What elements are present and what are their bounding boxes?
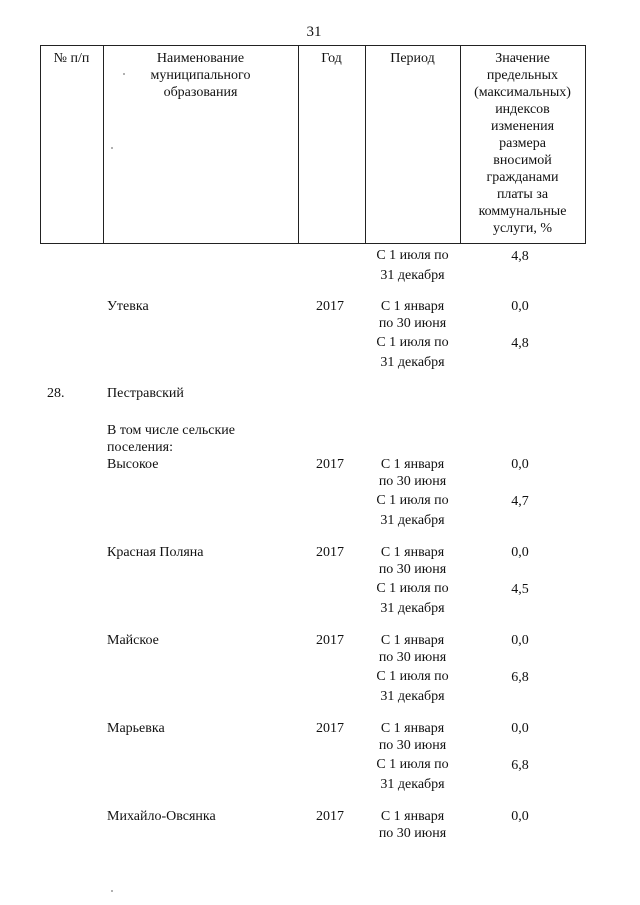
period-first-half: С 1 января по 30 июня xyxy=(378,721,447,753)
value-first-half: 0,0 xyxy=(511,545,529,560)
settlement-year: 2017 xyxy=(316,545,344,560)
value-first-half: 0,0 xyxy=(511,721,529,736)
value-first-half: 0,0 xyxy=(511,809,529,824)
settlement-name: Высокое xyxy=(107,457,159,472)
period-first-half: С 1 января по 30 июня xyxy=(378,299,447,331)
period-first-half: С 1 января по 30 июня xyxy=(378,545,447,577)
value-first-half: 0,0 xyxy=(511,457,529,472)
value-second-half: 4,8 xyxy=(511,336,529,351)
continued-period: С 1 июля по 31 декабря xyxy=(376,248,449,283)
settlement-year: 2017 xyxy=(316,721,344,736)
header-number: № п/п xyxy=(53,51,90,66)
settlement-year: 2017 xyxy=(316,299,344,314)
value-second-half: 4,5 xyxy=(511,582,529,597)
header-year: Год xyxy=(321,51,342,66)
period-second-half: С 1 июля по 31 декабря xyxy=(376,757,449,792)
period-first-half: С 1 января по 30 июня xyxy=(378,457,447,489)
header-period: Период xyxy=(390,51,435,66)
settlement-name: Майское xyxy=(107,633,159,648)
district-name: Пестравский xyxy=(107,386,184,401)
header-name: Наименование муниципального образования xyxy=(150,51,251,100)
settlement-year: 2017 xyxy=(316,809,344,824)
continued-value: 4,8 xyxy=(511,249,529,264)
period-second-half: С 1 июля по 31 декабря xyxy=(376,493,449,528)
period-second-half: С 1 июля по 31 декабря xyxy=(376,669,449,704)
page-number: 31 xyxy=(306,24,322,40)
settlement-name: Красная Поляна xyxy=(107,545,204,560)
table-header xyxy=(40,45,586,244)
period-second-half: С 1 июля по 31 декабря xyxy=(376,335,449,370)
district-subheading: В том числе сельские поселения: xyxy=(107,423,236,455)
settlement-name: Утевка xyxy=(107,299,149,314)
value-second-half: 6,8 xyxy=(511,758,529,773)
period-second-half: С 1 июля по 31 декабря xyxy=(376,581,449,616)
value-first-half: 0,0 xyxy=(511,633,529,648)
value-second-half: 4,7 xyxy=(511,494,529,509)
period-first-half: С 1 января по 30 июня xyxy=(378,633,447,665)
scan-speck xyxy=(123,73,125,75)
scan-speck xyxy=(111,890,113,892)
district-number: 28. xyxy=(47,386,65,401)
value-second-half: 6,8 xyxy=(511,670,529,685)
settlement-name: Марьевка xyxy=(107,721,165,736)
settlement-year: 2017 xyxy=(316,633,344,648)
period-first-half: С 1 января по 30 июня xyxy=(378,809,447,841)
scan-speck xyxy=(111,147,113,149)
value-first-half: 0,0 xyxy=(511,299,529,314)
header-value: Значение предельных (максимальных) индексов изменения размера вносимой гражданами платы за коммунальные услуги, % xyxy=(474,51,571,236)
settlement-name: Михайло-Овсянка xyxy=(107,809,216,824)
settlement-year: 2017 xyxy=(316,457,344,472)
